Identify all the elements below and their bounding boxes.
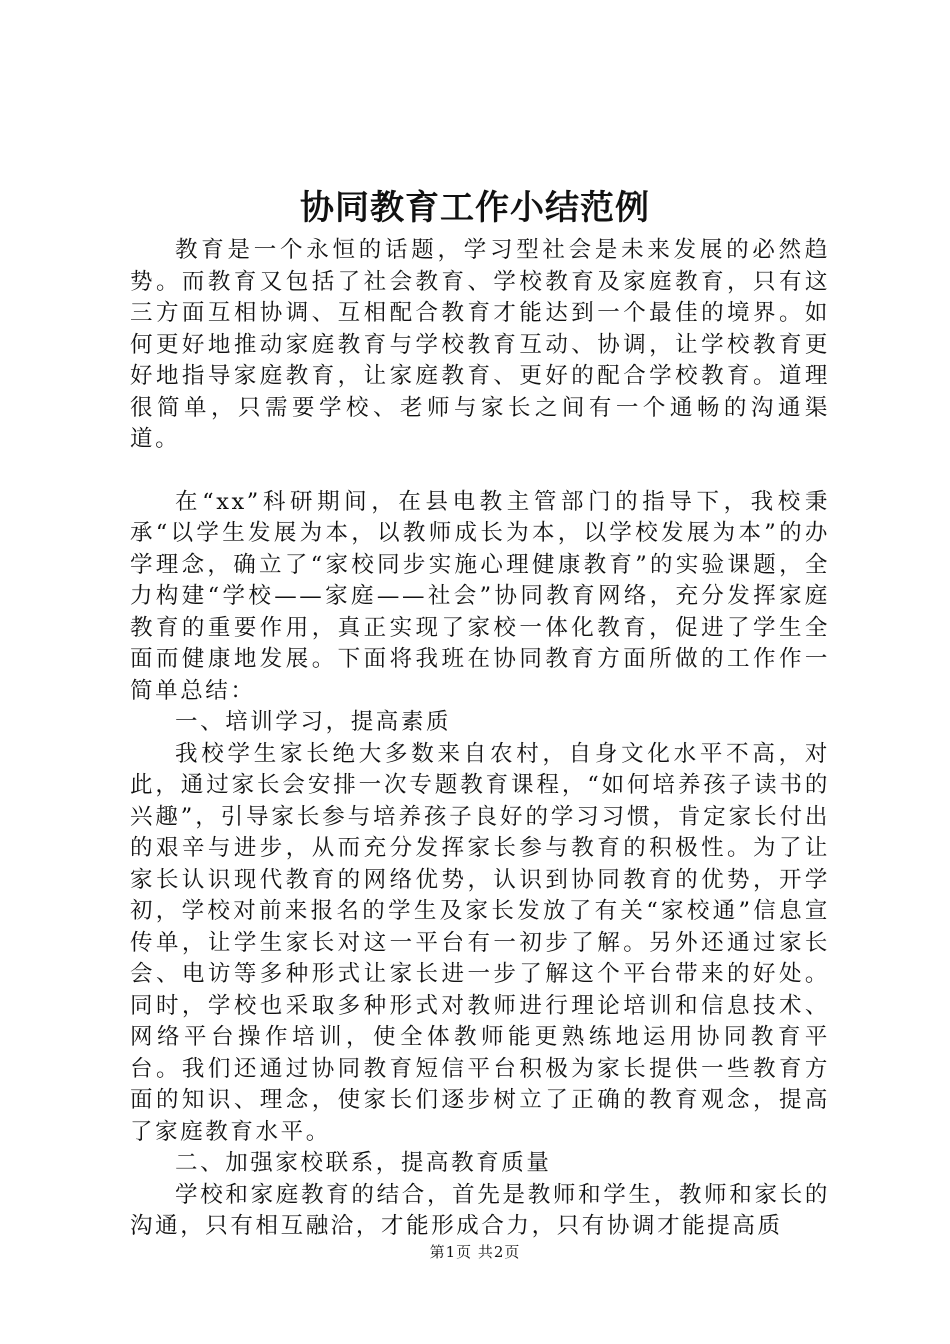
paragraph-intro: 教育是一个永恒的话题，学习型社会是未来发展的必然趋势。而教育又包括了社会教育、学校教育及家庭教育，只有这三方面互相协调、互相配合教育才能达到一个最佳的境界。如何更好地推动家庭教育与学校教育互动、协调，让学校教育更好地指导家庭教育，让家庭教育、更好的配合学校教育。道理很简单，只需要学校、老师与家长之间有一个通畅的沟通渠道。 — [130, 237, 830, 452]
section-heading-1: 一、培训学习，提高素质 — [175, 709, 452, 735]
paragraph-home-school: 学校和家庭教育的结合，首先是教师和学生，教师和家长的沟通，只有相互融洽，才能形成合力，只有协调才能提高质 — [130, 1181, 830, 1239]
page-footer: 第1页 共2页 — [429, 1243, 521, 1261]
document-title: 协同教育工作小结范例 — [300, 188, 650, 228]
paragraph-training: 我校学生家长绝大多数来自农村，自身文化水平不高，对此，通过家长会安排一次专题教育课程，“如何培养孩子读书的兴趣”，引导家长参与培养孩子良好的学习习惯，肯定家长付出的艰辛与进步，从而充分发挥家长参与教育的积极性。为了让家长认识现代教育的网络优势，认识到协同教育的优势，开学初，学校对前来报名的学生及家长发放了有关“家校通”信息宣传单，让学生家长对这一平台有一初步了解。另外还通过家长会、电访等多种形式让家长进一步了解这个平台带来的好处。同时，学校也采取多种形式对教师进行理论培训和信息技术、网络平台操作培训，使全体教师能更熟练地运用协同教育平台。我们还通过协同教育短信平台积极为家长提供一些教育方面的知识、理念，使家长们逐步树立了正确的教育观念，提高了家庭教育水平。 — [130, 740, 830, 1145]
document-body — [130, 235, 830, 1243]
section-heading-2: 二、加强家校联系，提高教育质量 — [175, 1150, 552, 1176]
paragraph-background: 在“xx”科研期间，在县电教主管部门的指导下，我校秉承“以学生发展为本，以教师成长为本，以学校发展为本”的办学理念，确立了“家校同步实施心理健康教育”的实验课题，全力构建“学校——家庭——社会”协同教育网络，充分发挥家庭教育的重要作用，真正实现了家校一体化教育，促进了学生全面而健康地发展。下面将我班在协同教育方面所做的工作作一简单总结： — [130, 488, 830, 704]
